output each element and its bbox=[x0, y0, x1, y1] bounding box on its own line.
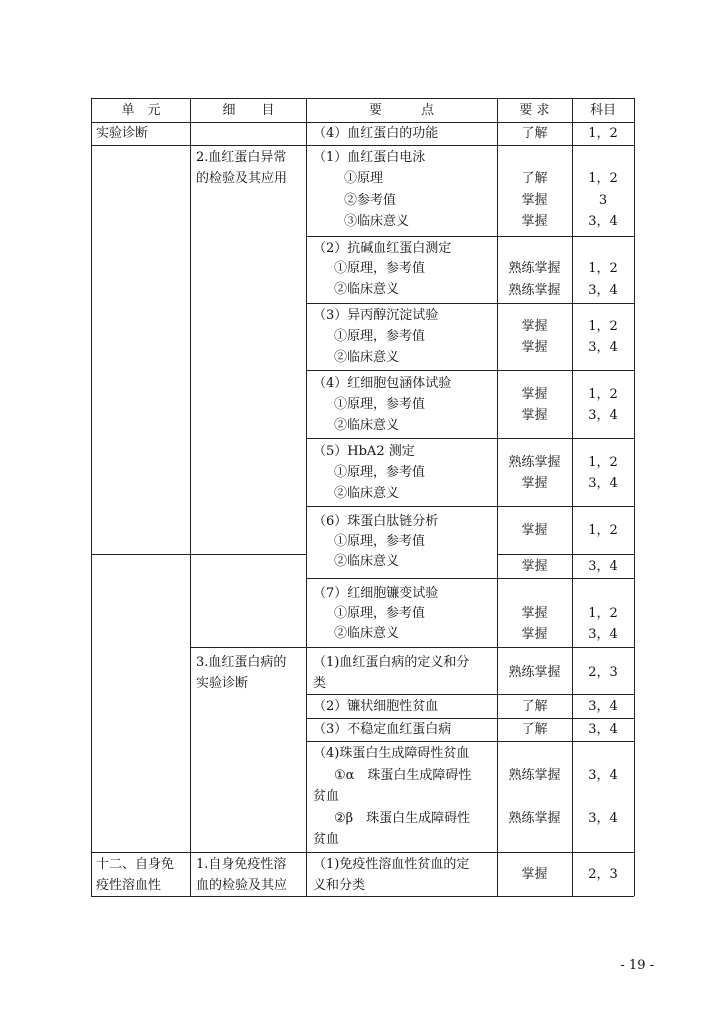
table-rule bbox=[306, 236, 634, 237]
requirement-cell: 熟练掌握 bbox=[508, 811, 561, 826]
table-rule bbox=[91, 145, 634, 146]
header-requirement: 要 求 bbox=[519, 103, 550, 118]
requirement-cell: 熟练掌握 bbox=[508, 455, 561, 470]
table-rule bbox=[91, 98, 92, 896]
point-cell: ③临床意义 bbox=[344, 214, 410, 229]
point-cell: ②临床意义 bbox=[334, 418, 400, 433]
point-cell: （5）HbA2 测定 bbox=[313, 444, 415, 459]
subject-cell: 3，4 bbox=[588, 699, 618, 714]
header-unit: 单 元 bbox=[121, 103, 161, 118]
point-cell: 贫血 bbox=[313, 832, 340, 847]
page-number: - 19 - bbox=[620, 958, 654, 973]
table-rule bbox=[190, 98, 191, 896]
point-cell: ①原理，参考值 bbox=[334, 397, 426, 412]
subject-cell: 1，2 bbox=[588, 455, 618, 470]
point-cell: 贫血 bbox=[313, 789, 340, 804]
requirement-cell: 掌握 bbox=[521, 523, 548, 538]
table-rule bbox=[306, 578, 634, 579]
table-rule bbox=[306, 718, 634, 719]
subject-cell: 1，2 bbox=[588, 261, 618, 276]
point-cell: ①原理，参考值 bbox=[334, 329, 426, 344]
table-rule bbox=[91, 554, 191, 555]
subject-cell: 3，4 bbox=[588, 811, 618, 826]
subject-cell: 3，4 bbox=[588, 627, 618, 642]
table-rule bbox=[190, 554, 307, 555]
subject-cell: 1，2 bbox=[588, 523, 618, 538]
subject-cell: 3，4 bbox=[588, 283, 618, 298]
subject-cell: 3，4 bbox=[588, 722, 618, 737]
table-rule bbox=[91, 896, 634, 897]
point-cell: ②临床意义 bbox=[334, 282, 400, 297]
unit-cell: 十二、自身免 bbox=[96, 857, 175, 872]
table-rule bbox=[306, 370, 634, 371]
table-rule bbox=[306, 506, 634, 507]
table-rule bbox=[190, 647, 307, 648]
point-cell: （4)珠蛋白生成障碍性贫血 bbox=[313, 746, 470, 761]
point-cell: ②参考值 bbox=[344, 193, 397, 208]
subject-cell: 3，4 bbox=[588, 476, 618, 491]
requirement-cell: 掌握 bbox=[521, 408, 548, 423]
unit-cell: 实验诊断 bbox=[96, 126, 149, 141]
table-rule bbox=[306, 647, 634, 648]
requirement-cell: 掌握 bbox=[521, 606, 548, 621]
detail-cell: 2.血红蛋白异常 bbox=[196, 150, 287, 165]
table-rule bbox=[634, 98, 635, 896]
detail-cell: 血的检验及其应 bbox=[196, 878, 288, 893]
subject-cell: 3，4 bbox=[588, 559, 618, 574]
point-cell: ②临床意义 bbox=[334, 486, 400, 501]
table-rule bbox=[91, 852, 634, 853]
point-cell: ②β 珠蛋白生成障碍性 bbox=[334, 811, 471, 826]
table-rule bbox=[306, 98, 307, 896]
point-cell: ①原理，参考值 bbox=[334, 465, 426, 480]
subject-cell: 3，4 bbox=[588, 214, 618, 229]
table-rule bbox=[306, 303, 634, 304]
subject-cell: 1，2 bbox=[588, 319, 618, 334]
table-rule bbox=[306, 741, 634, 742]
point-cell: （3）异丙醇沉淀试验 bbox=[313, 308, 439, 323]
requirement-cell: 熟练掌握 bbox=[508, 768, 561, 783]
point-cell: ②临床意义 bbox=[334, 554, 400, 569]
detail-cell: 实验诊断 bbox=[196, 676, 249, 691]
point-cell: （2）抗碱血红蛋白测定 bbox=[313, 241, 452, 256]
subject-cell: 2，3 bbox=[588, 867, 618, 882]
subject-cell: 2，3 bbox=[588, 665, 618, 680]
requirement-cell: 掌握 bbox=[521, 319, 548, 334]
header-point: 要 点 bbox=[368, 103, 434, 118]
subject-cell: 1，2 bbox=[588, 606, 618, 621]
requirement-cell: 掌握 bbox=[521, 627, 548, 642]
requirement-cell: 熟练掌握 bbox=[508, 665, 561, 680]
point-cell: ②临床意义 bbox=[334, 626, 400, 641]
table-rule bbox=[306, 694, 634, 695]
requirement-cell: 掌握 bbox=[521, 559, 548, 574]
point-cell: ①原理，参考值 bbox=[334, 534, 426, 549]
subject-cell: 3 bbox=[598, 193, 608, 208]
requirement-cell: 掌握 bbox=[521, 214, 548, 229]
point-cell: （1)血红蛋白病的定义和分 bbox=[313, 655, 470, 670]
requirement-cell: 熟练掌握 bbox=[508, 283, 561, 298]
point-cell: （3）不稳定血红蛋白病 bbox=[313, 722, 452, 737]
requirement-cell: 掌握 bbox=[521, 476, 548, 491]
point-cell: ①α 珠蛋白生成障碍性 bbox=[334, 768, 472, 783]
requirement-cell: 了解 bbox=[521, 722, 548, 737]
detail-cell: 1.自身免疫性溶 bbox=[196, 857, 287, 872]
point-cell: （2）镰状细胞性贫血 bbox=[313, 699, 439, 714]
point-cell: ②临床意义 bbox=[334, 350, 400, 365]
requirement-cell: 掌握 bbox=[521, 340, 548, 355]
subject-cell: 1，2 bbox=[588, 126, 618, 141]
header-detail: 细 目 bbox=[222, 103, 275, 118]
point-cell: （4）红细胞包涵体试验 bbox=[313, 376, 452, 391]
requirement-cell: 熟练掌握 bbox=[508, 261, 561, 276]
point-cell: ①原理，参考值 bbox=[334, 261, 426, 276]
subject-cell: 1，2 bbox=[588, 171, 618, 186]
detail-cell: 3.血红蛋白病的 bbox=[196, 655, 287, 670]
table-rule bbox=[497, 554, 634, 555]
table-rule bbox=[306, 438, 634, 439]
point-cell: （1）血红蛋白电泳 bbox=[313, 150, 426, 165]
header-subject: 科目 bbox=[589, 103, 616, 118]
subject-cell: 3，4 bbox=[588, 340, 618, 355]
requirement-cell: 掌握 bbox=[521, 867, 548, 882]
point-cell: （6）珠蛋白肽链分析 bbox=[313, 514, 439, 529]
unit-cell: 疫性溶血性 bbox=[96, 878, 162, 893]
point-cell: 义和分类 bbox=[313, 878, 366, 893]
point-cell: （7）红细胞镰变试验 bbox=[313, 586, 439, 601]
requirement-cell: 掌握 bbox=[521, 193, 548, 208]
point-cell: ①原理，参考值 bbox=[334, 606, 426, 621]
subject-cell: 3，4 bbox=[588, 768, 618, 783]
point-cell: ①原理 bbox=[344, 171, 384, 186]
table-rule bbox=[91, 122, 634, 123]
requirement-cell: 掌握 bbox=[521, 387, 548, 402]
subject-cell: 3，4 bbox=[588, 408, 618, 423]
point-cell: （4）血红蛋白的功能 bbox=[313, 126, 439, 141]
requirement-cell: 了解 bbox=[521, 171, 548, 186]
detail-cell: 的检验及其应用 bbox=[196, 171, 288, 186]
table-rule bbox=[91, 98, 634, 99]
point-cell: （1)免疫性溶血性贫血的定 bbox=[313, 857, 470, 872]
subject-cell: 1，2 bbox=[588, 387, 618, 402]
requirement-cell: 了解 bbox=[521, 126, 548, 141]
point-cell: 类 bbox=[313, 676, 327, 691]
requirement-cell: 了解 bbox=[521, 699, 548, 714]
